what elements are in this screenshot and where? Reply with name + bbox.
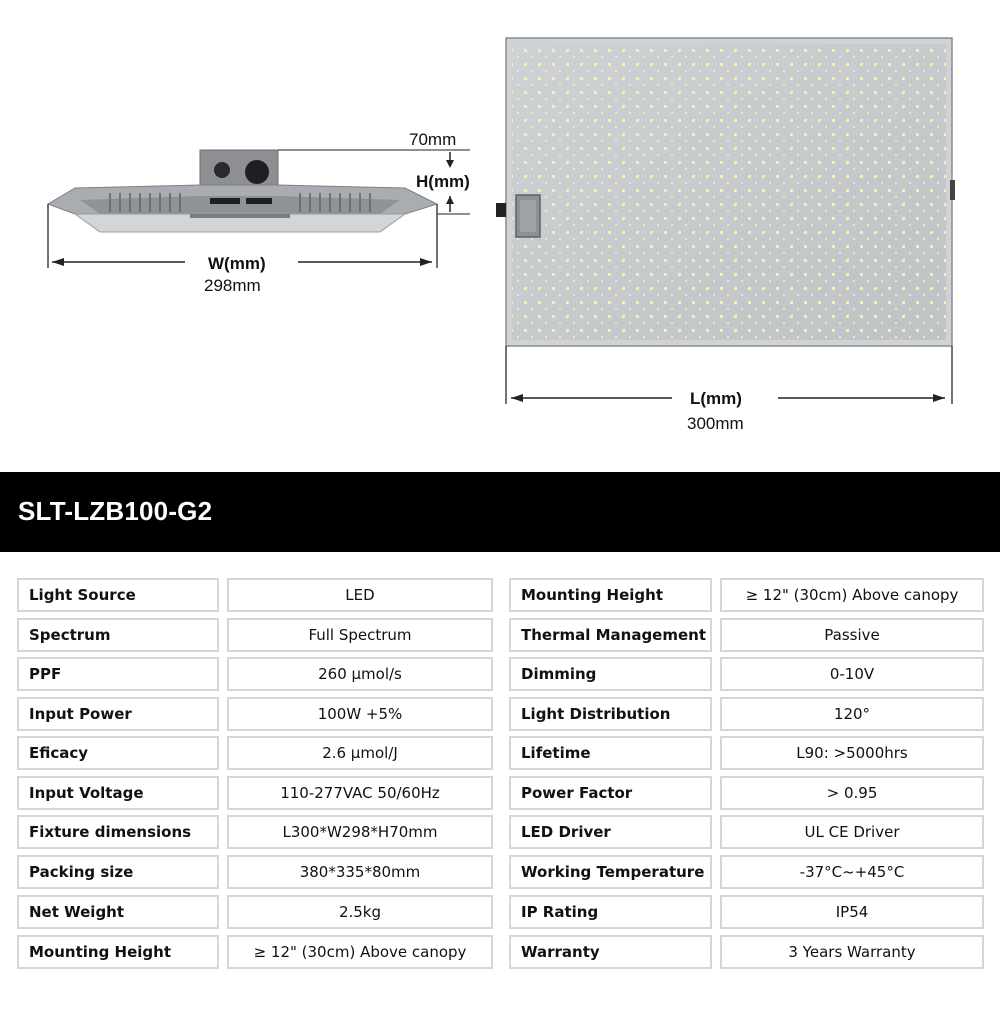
height-label: H(mm) — [416, 172, 470, 191]
side-view — [48, 150, 470, 268]
spec-value: 260 µmol/s — [227, 657, 493, 691]
length-label: L(mm) — [690, 389, 742, 408]
spec-value: L300*W298*H70mm — [227, 815, 493, 849]
spec-label: Fixture dimensions — [17, 815, 219, 849]
spec-label: Input Power — [17, 697, 219, 731]
spec-label: Dimming — [509, 657, 712, 691]
spec-label: Thermal Management — [509, 618, 712, 652]
spec-label: Packing size — [17, 855, 219, 889]
spec-label: Warranty — [509, 935, 712, 969]
spec-value: Passive — [720, 618, 984, 652]
spec-value: L90: >5000hrs — [720, 736, 984, 770]
length-value: 300mm — [687, 414, 744, 433]
spec-value: ≥ 12" (30cm) Above canopy — [720, 578, 984, 612]
model-title: SLT-LZB100-G2 — [18, 496, 213, 526]
spec-label: Working Temperature — [509, 855, 712, 889]
top-view — [496, 38, 955, 404]
spec-label: Light Distribution — [509, 697, 712, 731]
spec-label: LED Driver — [509, 815, 712, 849]
spec-value: 100W +5% — [227, 697, 493, 731]
dimension-diagram — [0, 0, 1000, 470]
spec-value: 120° — [720, 697, 984, 731]
spec-label: Power Factor — [509, 776, 712, 810]
spec-value: 2.6 µmol/J — [227, 736, 493, 770]
spec-label: Mounting Height — [509, 578, 712, 612]
spec-value: 110-277VAC 50/60Hz — [227, 776, 493, 810]
model-banner — [0, 472, 1000, 552]
width-value: 298mm — [204, 276, 261, 295]
spec-label: Eficacy — [17, 736, 219, 770]
fixture-drawing — [0, 0, 1000, 470]
spec-value: 2.5kg — [227, 895, 493, 929]
spec-value: -37°C~+45°C — [720, 855, 984, 889]
spec-value: Full Spectrum — [227, 618, 493, 652]
spec-value: UL CE Driver — [720, 815, 984, 849]
spec-label: IP Rating — [509, 895, 712, 929]
spec-value: > 0.95 — [720, 776, 984, 810]
spec-value: LED — [227, 578, 493, 612]
spec-value: 380*335*80mm — [227, 855, 493, 889]
spec-value: 3 Years Warranty — [720, 935, 984, 969]
spec-value: IP54 — [720, 895, 984, 929]
height-value: 70mm — [409, 130, 457, 149]
spec-label: Net Weight — [17, 895, 219, 929]
spec-label: PPF — [17, 657, 219, 691]
spec-label: Lifetime — [509, 736, 712, 770]
spec-value: ≥ 12" (30cm) Above canopy — [227, 935, 493, 969]
spec-label: Light Source — [17, 578, 219, 612]
width-label: W(mm) — [208, 254, 266, 273]
spec-value: 0-10V — [720, 657, 984, 691]
spec-label: Spectrum — [17, 618, 219, 652]
spec-label: Mounting Height — [17, 935, 219, 969]
spec-label: Input Voltage — [17, 776, 219, 810]
